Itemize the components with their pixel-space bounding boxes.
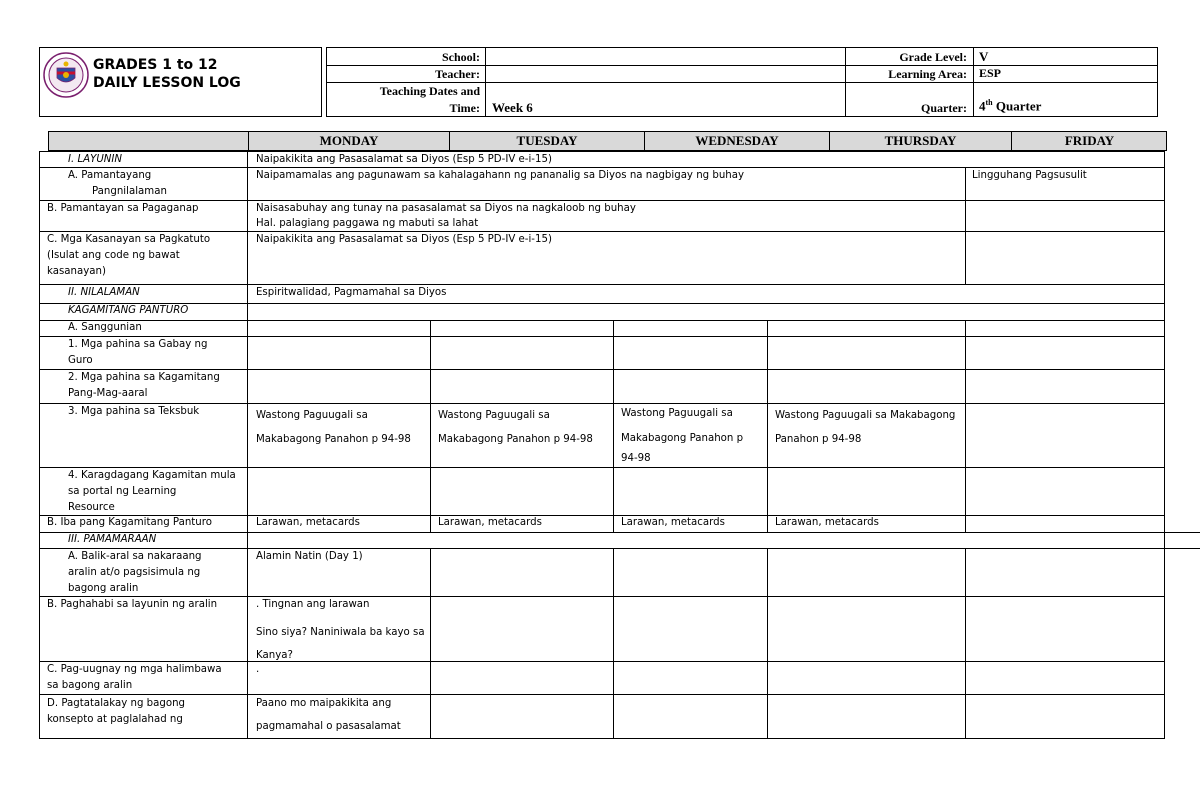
pamantayang-label-2: Pangnilalaman [92, 186, 167, 197]
quarter-text: Quarter [992, 98, 1042, 114]
iba-pang-label: B. Iba pang Kagamitang Panturo [47, 517, 212, 528]
quarter-suffix: th [985, 98, 993, 107]
teacher-label: Teacher: [435, 67, 480, 81]
pamantayang-label-1: A. Pamantayang [68, 170, 152, 181]
balik-aral-monday: Alamin Natin (Day 1) [256, 551, 363, 562]
pagaganap-label: B. Pamantayan sa Pagaganap [47, 203, 199, 214]
teksbuk-wednesday-2: Makabagong Panahon p [621, 433, 744, 444]
paghahabi-monday-1: . Tingnan ang larawan [256, 599, 370, 610]
pag-uugnay-label: C. Pag-uugnay ng mga halimbawa sa bagong aralin [47, 664, 222, 691]
teksbuk-label: 3. Mga pahina sa Teksbuk [68, 406, 200, 417]
quarter-number: 4 [979, 98, 986, 114]
kasanayan-text: Naipakikita ang Pasasalamat sa Diyos (Esp 5 PD-IV e-i-15) [256, 234, 552, 245]
teksbuk-wednesday-3: 94-98 [621, 453, 651, 464]
kasanayan-label: C. Mga Kasanayan sa Pagkatuto (Isulat ang code ng bawat kasanayan) [47, 234, 211, 277]
paghahabi-monday-2: Sino siya? Naniniwala ba kayo sa Kanya? [256, 627, 425, 661]
teksbuk-thursday: Wastong Paguugali sa Makabagong Panahon p 94-98 [775, 410, 956, 445]
gabay-guro-label: 1. Mga pahina sa Gabay ng Guro [68, 339, 208, 366]
grade-level-label: Grade Level: [899, 50, 967, 64]
pagtatalakay-monday-2: pagmamahal o pasasalamat [256, 721, 401, 732]
kagamitan-label: KAGAMITANG PANTURO [68, 305, 189, 316]
learning-area-field[interactable]: ESP [979, 66, 1002, 80]
pamantayang-friday: Lingguhang Pagsusulit [972, 170, 1087, 181]
layunin-label: I. LAYUNIN [68, 154, 123, 165]
teksbuk-tuesday: Wastong Paguugali sa Makabagong Panahon p 94-98 [438, 410, 593, 445]
paghahabi-label: B. Paghahabi sa layunin ng aralin [47, 599, 218, 610]
day-friday: FRIDAY [1064, 133, 1115, 148]
balik-aral-label: A. Balik-aral sa nakaraang aralin at/o pagsisimula ng bagong aralin [68, 551, 202, 594]
karagdagang-label: 4. Karagdagang Kagamitan mula sa portal ng Learning Resource [68, 470, 236, 513]
dates-label-1: Teaching Dates and [379, 84, 480, 98]
dates-label-2: Time: [449, 101, 480, 115]
iba-pang-monday: Larawan, metacards [256, 517, 360, 528]
school-label: School: [441, 50, 480, 64]
pamamaraan-label: III. PAMAMARAAN [68, 534, 157, 545]
nilalaman-text: Espiritwalidad, Pagmamahal sa Diyos [256, 287, 447, 298]
deped-seal-logo [43, 52, 89, 98]
iba-pang-thursday: Larawan, metacards [775, 517, 879, 528]
kagamitang-magaaral-label: 2. Mga pahina sa Kagamitang Pang-Mag-aaral [68, 372, 220, 399]
grade-level-field[interactable]: V [979, 49, 989, 64]
sanggunian-label: A. Sanggunian [68, 322, 142, 333]
pagaganap-text-2: Hal. palagiang paggawa ng mabuti sa lahat [256, 218, 479, 229]
teksbuk-monday: Wastong Paguugali sa Makabagong Panahon p 94-98 [256, 410, 411, 445]
form-subtitle: DAILY LESSON LOG [93, 75, 241, 91]
pamantayang-text: Naipamamalas ang pagunawam sa kahalagahann ng pananalig sa Diyos na nagbigay ng buhay [256, 170, 745, 181]
day-wednesday: WEDNESDAY [695, 133, 779, 148]
form-title: GRADES 1 to 12 [93, 57, 218, 73]
iba-pang-wednesday: Larawan, metacards [621, 517, 725, 528]
pagtatalakay-label: D. Pagtatalakay ng bagong konsepto at paglalahad ng [47, 698, 185, 725]
day-thursday: THURSDAY [884, 133, 957, 148]
pag-uugnay-monday: . [256, 664, 260, 675]
day-tuesday: TUESDAY [516, 133, 578, 148]
dates-field[interactable]: Week 6 [492, 100, 533, 115]
day-monday: MONDAY [319, 133, 379, 148]
iba-pang-tuesday: Larawan, metacards [438, 517, 542, 528]
nilalaman-label: II. NILALAMAN [68, 287, 140, 298]
layunin-text: Naipakikita ang Pasasalamat sa Diyos (Esp 5 PD-IV e-i-15) [256, 154, 552, 165]
teksbuk-wednesday-1: Wastong Paguugali sa [621, 408, 733, 419]
quarter-field[interactable] [979, 98, 1149, 114]
learning-area-label: Learning Area: [888, 67, 967, 81]
quarter-label: Quarter: [921, 101, 967, 115]
pagaganap-text-1: Naisasabuhay ang tunay na pasasalamat sa Diyos na nagkaloob ng buhay [256, 203, 636, 214]
pagtatalakay-monday-1: Paano mo maipakikita ang [256, 698, 392, 709]
